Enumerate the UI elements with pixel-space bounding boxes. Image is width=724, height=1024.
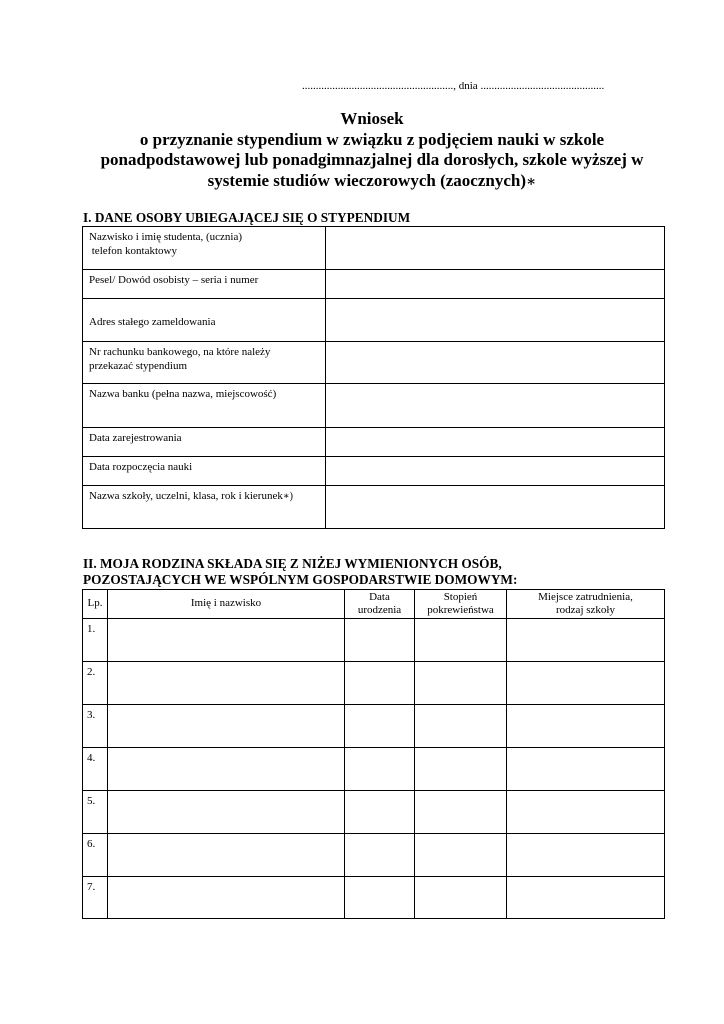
birth-date-cell[interactable] <box>345 877 415 919</box>
column-header-relation: Stopień pokrewieństwa <box>415 590 507 619</box>
name-cell[interactable] <box>108 791 345 834</box>
address-field[interactable] <box>326 299 665 342</box>
footnote-mark: ∗ <box>526 173 537 190</box>
table-row <box>83 227 665 270</box>
workplace-cell[interactable] <box>507 877 665 919</box>
table-row <box>83 428 665 457</box>
registration-date-field[interactable] <box>326 428 665 457</box>
table-row <box>83 834 665 877</box>
place-date-line[interactable]: ......................................................., dnia ............................................. <box>302 80 605 92</box>
row-label: Nazwisko i imię studenta, (ucznia) telefon kontaktowy <box>83 227 326 270</box>
title-line-4 <box>80 171 664 193</box>
workplace-cell[interactable] <box>507 619 665 662</box>
row-label: Pesel/ Dowód osobisty – seria i numer <box>83 270 326 299</box>
table-row <box>83 791 665 834</box>
birth-date-cell[interactable] <box>345 662 415 705</box>
table-row <box>83 342 665 384</box>
table-header-row <box>83 590 665 619</box>
row-label: Nazwa banku (pełna nazwa, miejscowość) <box>83 384 326 428</box>
table-row <box>83 270 665 299</box>
family-members-table <box>82 589 665 919</box>
birth-date-cell[interactable] <box>345 705 415 748</box>
relation-cell[interactable] <box>415 834 507 877</box>
table-row <box>83 877 665 919</box>
title-line-1: Wniosek <box>340 109 404 128</box>
table-row <box>83 457 665 486</box>
title-line-2: o przyznanie stypendium w związku z podjęciem nauki w szkole <box>139 129 605 149</box>
title-line-3: ponadpodstawowej lub ponadgimnazjalnej dla dorosłych, szkole wyższej w <box>100 150 644 169</box>
row-number: 4. <box>83 748 108 791</box>
workplace-cell[interactable] <box>507 705 665 748</box>
birth-date-cell[interactable] <box>345 791 415 834</box>
row-label: Data rozpoczęcia nauki <box>83 457 326 486</box>
row-number: 5. <box>83 791 108 834</box>
name-cell[interactable] <box>108 619 345 662</box>
name-cell[interactable] <box>108 662 345 705</box>
table-row <box>83 299 665 342</box>
relation-cell[interactable] <box>415 705 507 748</box>
name-cell[interactable] <box>108 748 345 791</box>
applicant-name-phone-field[interactable] <box>326 227 665 270</box>
row-number: 6. <box>83 834 108 877</box>
workplace-cell[interactable] <box>507 662 665 705</box>
name-cell[interactable] <box>108 877 345 919</box>
footnote-mark: ∗) <box>282 491 293 502</box>
row-label: Nr rachunku bankowego, na które należy przekazać stypendium <box>83 342 326 384</box>
workplace-cell[interactable] <box>507 791 665 834</box>
applicant-data-table <box>82 226 665 529</box>
column-header-lp: Lp. <box>83 590 108 619</box>
relation-cell[interactable] <box>415 662 507 705</box>
row-number: 3. <box>83 705 108 748</box>
table-row <box>83 662 665 705</box>
workplace-cell[interactable] <box>507 748 665 791</box>
row-number: 7. <box>83 877 108 919</box>
title-line-4-text: systemie studiów wieczorowych (zaocznych) <box>207 170 526 190</box>
relation-cell[interactable] <box>415 619 507 662</box>
pesel-id-field[interactable] <box>326 270 665 299</box>
relation-cell[interactable] <box>415 877 507 919</box>
birth-date-cell[interactable] <box>345 834 415 877</box>
document-title <box>80 109 664 192</box>
column-header-name: Imię i nazwisko <box>108 590 345 619</box>
relation-cell[interactable] <box>415 748 507 791</box>
bank-name-field[interactable] <box>326 384 665 428</box>
table-row <box>83 619 665 662</box>
row-label: Nazwa szkoły, uczelni, klasa, rok i kierunek∗) <box>83 486 326 529</box>
row-label: Adres stałego zameldowania <box>83 299 326 342</box>
bank-account-field[interactable] <box>326 342 665 384</box>
table-row <box>83 486 665 529</box>
name-cell[interactable] <box>108 834 345 877</box>
birth-date-cell[interactable] <box>345 748 415 791</box>
row-number: 2. <box>83 662 108 705</box>
relation-cell[interactable] <box>415 791 507 834</box>
workplace-cell[interactable] <box>507 834 665 877</box>
row-label: Data zarejestrowania <box>83 428 326 457</box>
column-header-birth-date: Data urodzenia <box>345 590 415 619</box>
section-2-heading: II. MOJA RODZINA SKŁADA SIĘ Z NIŻEJ WYMIENIONYCH OSÓB, POZOSTAJĄCYCH WE WSPÓLNYM GOSPODARSTWIE DOMOWYM: <box>83 556 518 587</box>
column-header-workplace: Miejsce zatrudnienia, rodzaj szkoły <box>507 590 665 619</box>
birth-date-cell[interactable] <box>345 619 415 662</box>
school-details-field[interactable] <box>326 486 665 529</box>
row-number: 1. <box>83 619 108 662</box>
study-start-date-field[interactable] <box>326 457 665 486</box>
section-1-heading: I. DANE OSOBY UBIEGAJĄCEJ SIĘ O STYPENDIUM <box>83 210 411 225</box>
name-cell[interactable] <box>108 705 345 748</box>
table-row <box>83 748 665 791</box>
table-row <box>83 384 665 428</box>
table-row <box>83 705 665 748</box>
